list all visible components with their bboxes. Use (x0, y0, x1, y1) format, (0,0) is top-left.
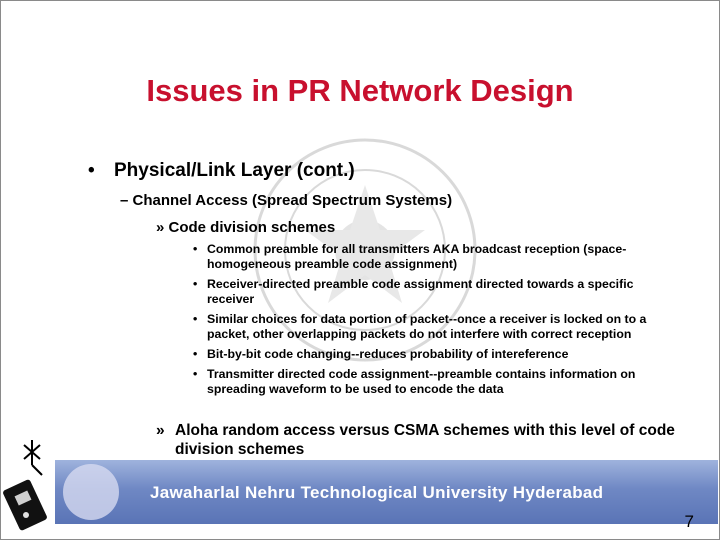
bullet-level3-second-text: Aloha random access versus CSMA schemes with this level of code division schemes (175, 422, 675, 458)
radio-device-icon (2, 435, 64, 535)
bullet-marker: • (193, 347, 198, 361)
banner-logo-icon (63, 464, 119, 520)
list-item (193, 242, 663, 272)
page-number: 7 (684, 512, 694, 531)
subbullet-text: Receiver-directed preamble code assignment directed towards a specific receiver (207, 277, 634, 306)
bullet-level3-second (156, 421, 676, 459)
list-item (193, 347, 663, 362)
footer-banner (55, 460, 718, 524)
bullet-marker: • (193, 367, 198, 381)
list-item (193, 367, 663, 397)
bullet-marker: • (88, 160, 95, 181)
bullet-level2: – Channel Access (Spread Spectrum Systems) (120, 192, 453, 209)
subbullet-text: Transmitter directed code assignment--preamble contains information on spreading waveform to be used to encode the data (207, 367, 636, 396)
slide-title: Issues in PR Network Design (146, 73, 574, 108)
bullet-marker: • (193, 242, 198, 256)
bullet-level3 (156, 219, 335, 236)
bullet-marker: • (193, 312, 198, 326)
list-item (193, 312, 663, 342)
level3-marker: » (156, 422, 165, 439)
bullet-level3-text: Code division schemes (168, 219, 336, 236)
bullet-level1-text: Physical/Link Layer (cont.) (114, 160, 355, 181)
level3-marker: » (156, 219, 165, 236)
subbullet-text: Common preamble for all transmitters AKA broadcast reception (space-homogeneous preamble code assignment) (207, 242, 627, 271)
footer-banner-text: Jawaharlal Nehru Technological University Hyderabad (150, 483, 604, 502)
subbullet-list (193, 242, 663, 402)
subbullet-text: Bit-by-bit code changing--reduces probability of intereference (207, 347, 569, 361)
subbullet-text: Similar choices for data portion of packet--once a receiver is locked on to a packet, other overlapping packets do not interfere with correct reception (207, 312, 647, 341)
list-item (193, 277, 663, 307)
bullet-marker: • (193, 277, 198, 291)
